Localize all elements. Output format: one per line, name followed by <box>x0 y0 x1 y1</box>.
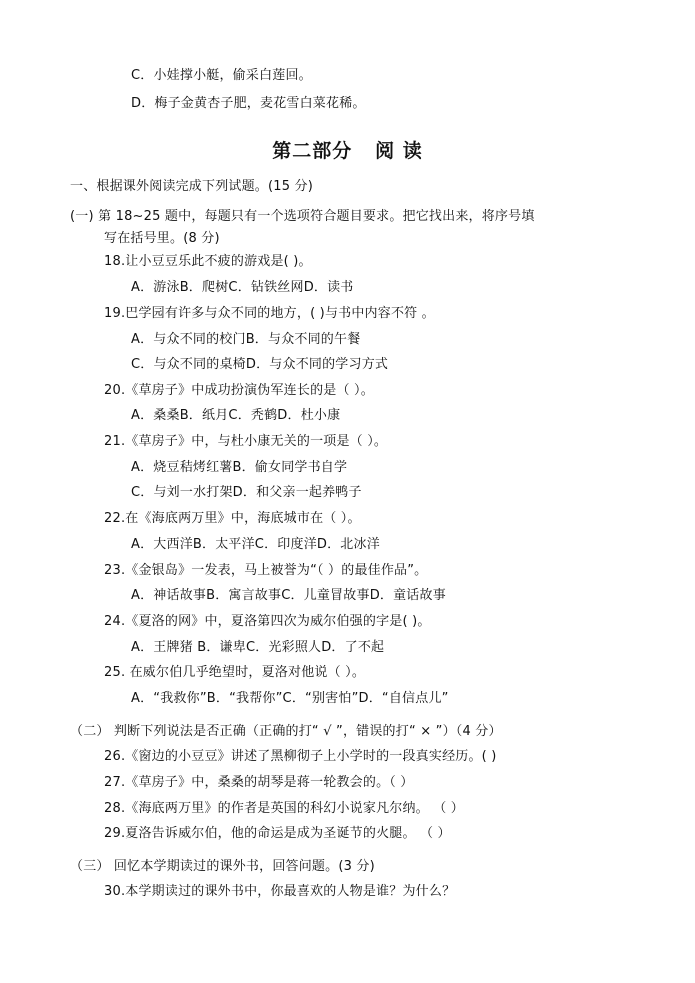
statement-27: 27.《草房子》中，桑桑的胡琴是蒋一轮教会的。（ ） <box>104 775 414 790</box>
question-18: 18.让小豆豆乐此不疲的游戏是( )。 <box>104 254 312 269</box>
subsection-1-heading: (一) 第 18~25 题中，每题只有一个选项符合题目要求。把它找出来，将序号填 <box>70 209 535 224</box>
question-21-options-2: C．与刘一水打架D．和父亲一起养鸭子 <box>131 485 362 500</box>
question-24-options: A．王牌猪 B．谦卑C．光彩照人D．了不起 <box>131 640 385 655</box>
subsection-2-heading: （二） 判断下列说法是否正确（正确的打“ √ ”，错误的打“ × ”）（4 分） <box>70 724 502 739</box>
question-23: 23.《金银岛》一发表，马上被誉为“（ ）的最佳作品”。 <box>104 563 428 578</box>
question-21-options-1: A．烧豆秸烤红薯B．偷女同学书自学 <box>131 460 348 475</box>
statement-28: 28.《海底两万里》的作者是英国的科幻小说家凡尔纳。 （ ） <box>104 801 464 816</box>
part-title: 第二部分 阅 读 <box>272 140 423 162</box>
question-22: 22.在《海底两万里》中，海底城市在（ ）。 <box>104 511 361 526</box>
question-19: 19.巴学园有许多与众不同的地方，( )与书中内容不符 。 <box>104 306 435 321</box>
question-30: 30.本学期读过的课外书中，你最喜欢的人物是谁？为什么？ <box>104 884 456 899</box>
question-18-options: A．游泳B．爬树C．钻铁丝网D．读书 <box>131 280 354 295</box>
question-19-options-2: C．与众不同的桌椅D．与众不同的学习方式 <box>131 357 389 372</box>
statement-26: 26.《窗边的小豆豆》讲述了黑柳彻子上小学时的一段真实经历。( ) <box>104 749 497 764</box>
question-19-options-1: A．与众不同的校门B．与众不同的午餐 <box>131 332 361 347</box>
option-d: D．梅子金黄杏子肥，麦花雪白菜花稀。 <box>131 96 366 111</box>
question-21: 21.《草房子》中，与杜小康无关的一项是（ ）。 <box>104 434 388 449</box>
question-23-options: A．神话故事B．寓言故事C．儿童冒故事D．童话故事 <box>131 588 446 603</box>
section-heading: 一、根据课外阅读完成下列试题。(15 分) <box>70 179 314 194</box>
subsection-3-heading: （三） 回忆本学期读过的课外书，回答问题。(3 分) <box>70 859 375 874</box>
statement-29: 29.夏洛告诉威尔伯，他的命运是成为圣诞节的火腿。 （ ） <box>104 826 451 841</box>
subsection-1-heading-cont: 写在括号里。(8 分) <box>104 231 220 246</box>
question-25: 25. 在威尔伯几乎绝望时，夏洛对他说（ ）。 <box>104 665 366 680</box>
question-22-options: A．大西洋B．太平洋C．印度洋D．北冰洋 <box>131 537 380 552</box>
question-25-options: A．“我救你”B．“我帮你”C．“别害怕”D．“自信点儿” <box>131 691 449 706</box>
option-c: C．小娃撑小艇，偷采白莲回。 <box>131 68 312 83</box>
question-20-options: A．桑桑B．纸月C．秃鹤D．杜小康 <box>131 408 341 423</box>
question-20: 20.《草房子》中成功扮演伪军连长的是（ ）。 <box>104 383 374 398</box>
question-24: 24.《夏洛的网》中，夏洛第四次为威尔伯强的字是( )。 <box>104 614 431 629</box>
